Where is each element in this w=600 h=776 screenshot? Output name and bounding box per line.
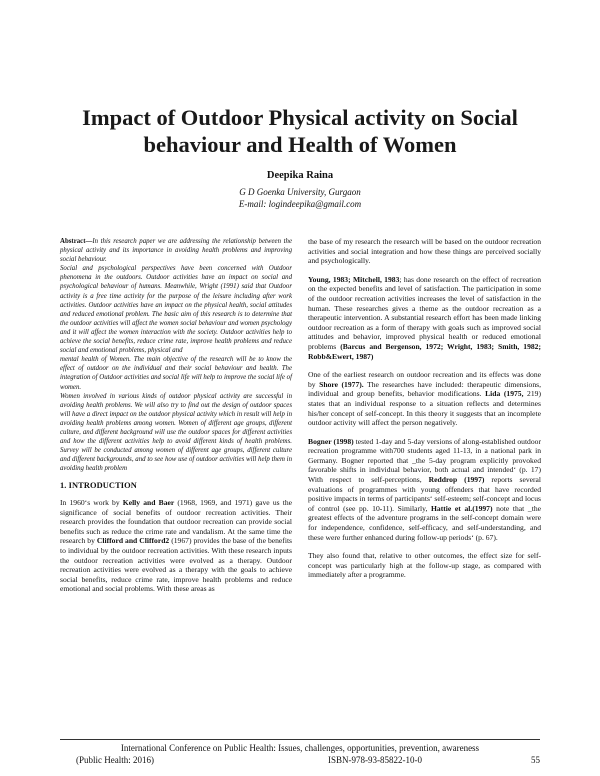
page-number: 55 [531, 755, 540, 765]
author-name: Deepika Raina [266, 170, 334, 181]
abstract-paragraph-4: Women involved in various kinds of outdoor physical activity are successful in avoiding health problems. We will also try to find out the design of outdoor spaces will have a direct impact on the outdoor physical activity which in result will help in avoiding health problems among women. Women of different age groups, different culture, and different background will use the outdoor spaces for different activities and how the different activities help to avoid different kinds of health problems. Survey will be conducted among women of different age groups, different culture and different backgrounds, and to see how use of outdoor activities will help them in avoiding health problem [60, 392, 292, 473]
author-email: E-mail: logindeepika@gmail.com [238, 199, 362, 209]
left-column [60, 237, 292, 603]
abstract-paragraph-1: Abstract—In this research paper we are addressing the relationship between the physical activity and its importance in avoiding health problems and improving social behaviour. [60, 238, 292, 264]
footer-edition: (Public Health: 2016) [76, 755, 154, 765]
section-heading-introduction: 1. INTRODUCTION [60, 481, 137, 491]
right-column [308, 237, 541, 589]
title-line-1: Impact of Outdoor Physical activity on Social [82, 105, 518, 130]
right-paragraph-1: Young, 1983; Mitchell, 1983; has done research on the effect of recreation on the expected benefits and level of satisfaction. The participation in some of the outdoor recreation activities increases the level of satisfaction in the human. These researches gives a theme as the outdoor recreation as a therapeutic intervention. A substantial research effort has been made linking outdoor recreation as a form of therapy with goals such as improved social attitudes and behavior, improved physical health or reduced emotional problems (Barcus and Bergenson, 1972; Wright, 1983; Smith, 1982; Robb&Ewert, 1987) [308, 274, 541, 361]
footer-conference: International Conference on Public Health: Issues, challenges, opportunities, prevention, awareness [120, 743, 480, 753]
abstract-paragraph-3: mental health of Women. The main objective of the research will be to know the effect of outdoor on the individual and their social behaviour and health. The integration of Outdoor activities and social life will help to improve the social life of women. [60, 356, 292, 391]
paper-title [60, 104, 540, 158]
right-paragraph-2: One of the earliest research on outdoor recreation and its effects was done by Shore (1977). The researches have included: therapeutic dimensions, individual and group benefits, behavior modifications. Lida (1975, 219) states that an individual response to a situation reflects and determines his/her concept of self-concept. In this theory it suggests that an incomplete outdoor activity will affect the person negatively. [308, 370, 541, 428]
abstract-lead: Abstract— [60, 238, 93, 245]
introduction-body [60, 498, 292, 594]
abstract [60, 237, 292, 473]
affiliation: G D Goenka University, Gurgaon [239, 187, 361, 197]
footer-info-line [76, 755, 540, 765]
footer-isbn: ISBN-978-93-85822-10-0 [328, 755, 422, 765]
author-affiliation-block [0, 186, 600, 210]
abstract-paragraph-2: Social and psychological perspectives have been concerned with Outdoor phenomena in the outdoors. Outdoor activities have an impact on social and psychological behaviour of humans. Meanwhile, Wright (1991) said that Outdoor activity is a free time activity for the purpose of the leisure including after work activities. Outdoor activities have an impact on the physical health, social attitudes and reduced emotional problem. The basic aim of this research is to determine that the outdoor activities will affect the women social behaviour and women psychology and it will affect the women interaction with the society. Outdoor activities help to achieve the social benefits, reduce crime rate, improve health problems and reduce social and emotional problems, physical and [60, 265, 292, 355]
title-line-2: behaviour and Health of Women [143, 132, 457, 157]
right-paragraph-0: the base of my research the research will be based on the outdoor recreation activities and social integration and how these things are perceived socially and psychologically. [308, 237, 541, 266]
intro-paragraph: In 1960‘s work by Kelly and Baer (1968, 1969, and 1971) gave us the significance of social benefits of outdoor recreation activities. Their research provides the foundation that outdoor recreation can provide social benefits such as reduce the crime rate and vandalism. At the same time the research by Clifford and Clifford2 (1967) provides the base of the benefits to individual by the outdoor recreation activities. With these research inputs the outdoor recreation activities were evolved as a therapy. Outdoor recreation activities were evolved as a therapy with the goals to achieve social benefits, reduce crime rate, improve health problems and reduce emotional and social problems. With these areas as [60, 497, 293, 594]
right-paragraph-4: They also found that, relative to other outcomes, the effect size for self-concept was particularly high at the follow-up stage, as compared with immediately after a programme. [308, 551, 541, 580]
footer-divider [60, 739, 540, 740]
right-paragraph-3: Bogner (1998) tested 1-day and 5-day versions of along-established outdoor recreation programme with700 students aged 11-13, in a national park in Germany. Bogner reported that _the 5-day program explicitly provoked favorable shifts in individual behavior, both actual and intended‘ (p. 17) With respect to self-perceptions, Reddrop (1997) reports several evaluations of programmes with young offenders that have recorded positive impacts in terms of participants‘ self-esteem; self-concept and locus of control (see pp. 10-11). Similarly, Hattie et al.(1997) note that _the greatest effects of the adventure programs in the self-concept domain were for independence, confidence, self-efficacy, and self-understanding, and these were further enhanced during follow-up periods‘ (p. 67). [308, 436, 542, 542]
